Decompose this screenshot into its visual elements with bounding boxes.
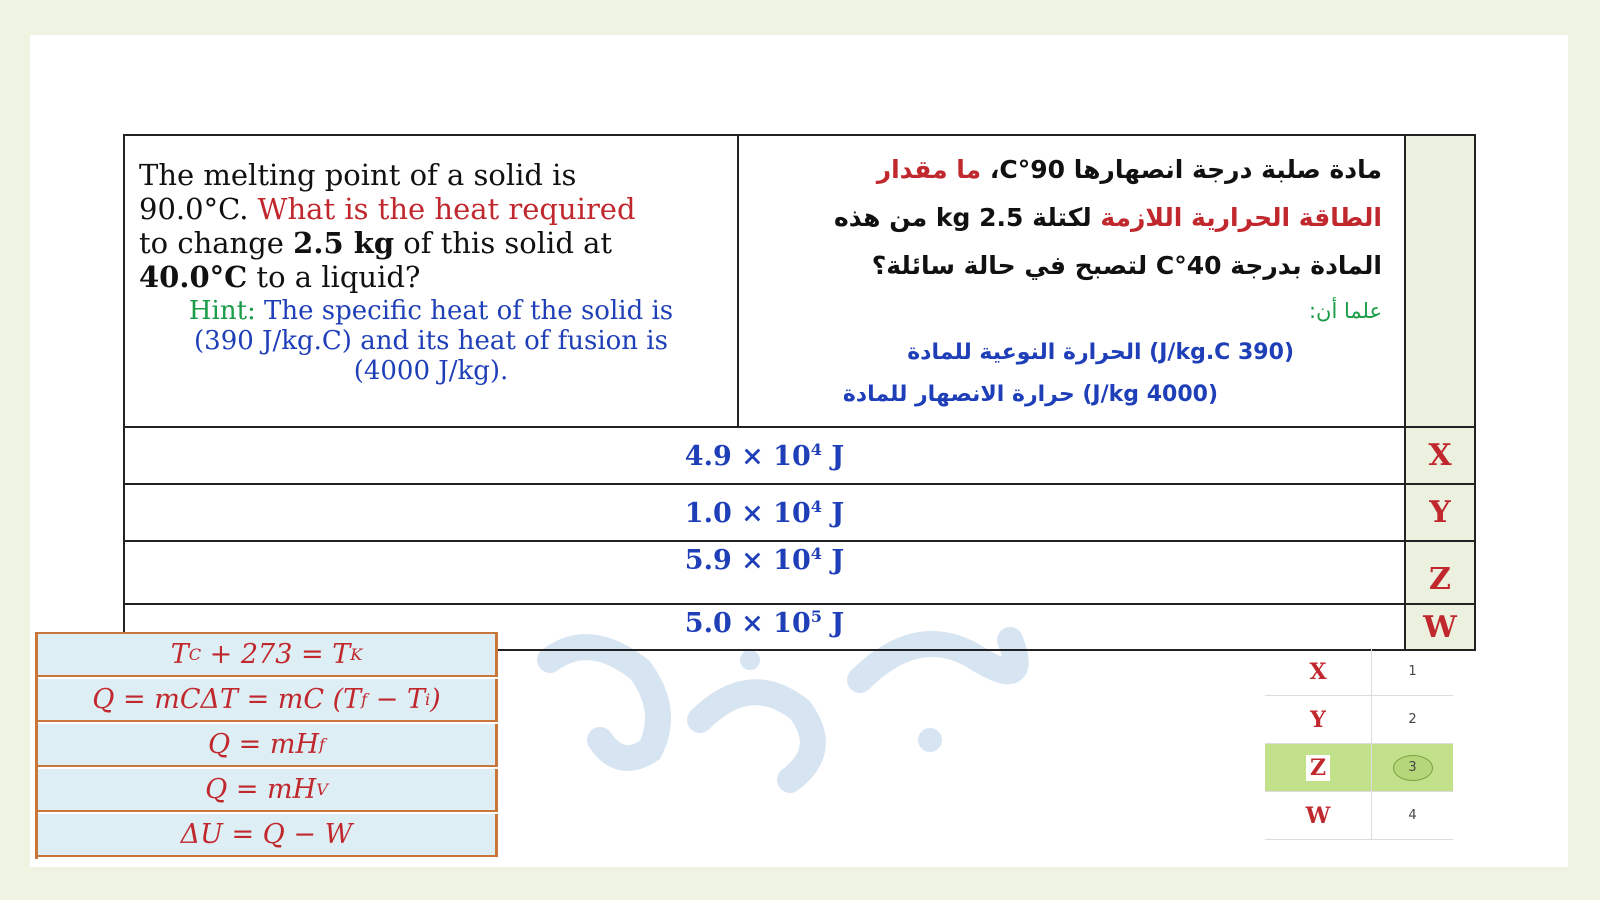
initial-temp: 40.0°C [139, 260, 248, 294]
hint-text: The specific heat of the solid is [255, 296, 674, 326]
formula-box [35, 632, 498, 859]
option-exponent: 4 [810, 496, 823, 516]
answer-key-row-selected[interactable] [1265, 744, 1453, 792]
formula-first-law: ΔU = Q − W [38, 814, 498, 857]
hint [139, 296, 723, 386]
question-highlight: What is the heat required [257, 192, 636, 226]
mass-value: 2.5 kg [293, 226, 395, 260]
option-value[interactable] [124, 427, 1405, 484]
question-english [124, 135, 738, 427]
hint-label: Hint: [188, 296, 256, 326]
selected-letter: Z [1306, 755, 1330, 781]
key-header [1405, 135, 1475, 427]
option-exponent: 4 [810, 544, 823, 563]
arabic-text: لكتلة 2.5 kg من هذه [833, 203, 1101, 232]
option-unit: J [822, 608, 845, 639]
arabic-text: مادة صلبة درجة انصهارها 90°C، [981, 155, 1382, 184]
answer-letter[interactable] [1265, 744, 1372, 792]
arabic-highlight: ما مقدار [876, 155, 982, 184]
hint-text: (4000 J/kg). [353, 356, 509, 386]
answer-letter[interactable]: Y [1265, 696, 1372, 744]
answer-key [1265, 648, 1453, 840]
question-line-1: The melting point of a solid is [139, 158, 577, 192]
option-value[interactable] [124, 484, 1405, 541]
selected-circle: 3 [1393, 755, 1433, 781]
answer-key-row[interactable] [1265, 648, 1453, 696]
answer-letter[interactable]: X [1265, 648, 1372, 696]
option-exponent: 5 [810, 607, 823, 626]
question-text: to change [139, 226, 294, 260]
arabic-hint-text: (390 J/kg.C) الحرارة النوعية للمادة [907, 340, 1294, 365]
answer-key-row[interactable] [1265, 792, 1453, 840]
formula-fusion: Q = mH f [38, 724, 498, 767]
answer-number[interactable]: 2 [1372, 696, 1454, 744]
arabic-text: المادة بدرجة 40°C لتصبح في حالة سائلة؟ [871, 251, 1382, 280]
arabic-highlight: الطاقة الحرارية اللازمة [1100, 203, 1382, 232]
option-row-z[interactable] [124, 541, 1475, 604]
option-row-y[interactable] [124, 484, 1475, 541]
arabic-hint-label: علما أن: [1308, 299, 1382, 323]
answer-letter[interactable]: W [1265, 792, 1372, 840]
option-exponent: 4 [810, 439, 823, 459]
question-text: to a liquid? [247, 260, 421, 294]
option-mantissa: 1.0 × 10 [684, 497, 811, 529]
option-letter[interactable]: Z [1405, 541, 1475, 604]
answer-number[interactable] [1372, 744, 1454, 792]
question-table [123, 134, 1476, 651]
option-unit: J [822, 497, 845, 529]
option-mantissa: 5.0 × 10 [684, 608, 811, 639]
hint-text: (390 J/kg.C) and its heat of fusion is [194, 326, 668, 356]
option-letter[interactable]: W [1405, 604, 1475, 650]
option-row-x[interactable] [124, 427, 1475, 484]
formula-vaporization: Q = mH V [38, 769, 498, 812]
answer-number[interactable]: 1 [1372, 648, 1454, 696]
option-value[interactable] [124, 541, 1405, 604]
question-text: of this solid at [394, 226, 613, 260]
option-unit: J [822, 440, 845, 472]
formula-specific-heat: Q = mCΔT = mC (T f − T i ) [38, 679, 498, 722]
melting-point: 90.0°C. [139, 192, 258, 226]
option-letter[interactable]: Y [1405, 484, 1475, 541]
option-mantissa: 4.9 × 10 [684, 440, 811, 472]
answer-key-row[interactable] [1265, 696, 1453, 744]
option-letter[interactable]: X [1405, 427, 1475, 484]
formula-temp-conversion: T C + 273 = T K [38, 632, 498, 677]
question-arabic [738, 135, 1405, 427]
option-mantissa: 5.9 × 10 [684, 545, 811, 576]
arabic-hint-text: (4000 J/kg) حرارة الانصهار للمادة [842, 382, 1218, 407]
answer-number[interactable]: 4 [1372, 792, 1454, 840]
option-unit: J [822, 545, 845, 576]
